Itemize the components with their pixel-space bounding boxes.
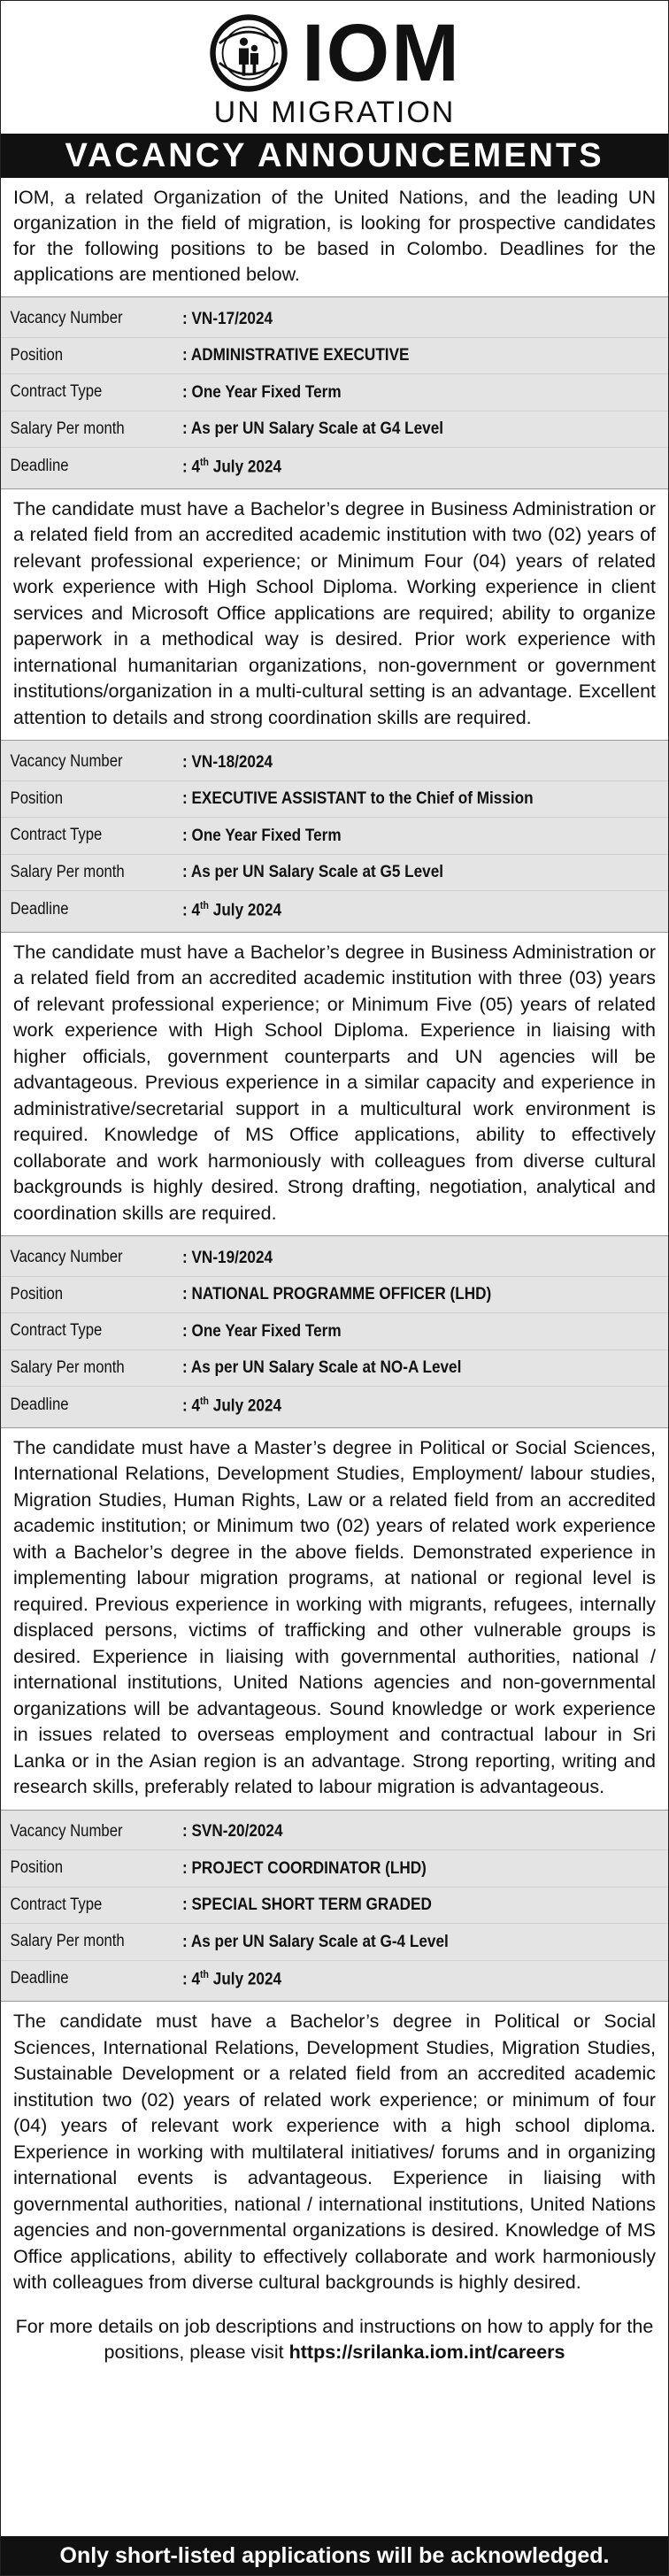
contract-type: : One Year Fixed Term xyxy=(182,825,342,845)
vacancy-number-row xyxy=(1,744,668,781)
position-row xyxy=(1,1850,668,1888)
vacancy-number: : VN-18/2024 xyxy=(182,751,273,772)
vacancy-details-1 xyxy=(1,296,668,489)
position-row xyxy=(1,338,668,375)
deadline xyxy=(182,899,281,921)
footer-text: For more details on job descriptions and instructions on how to apply for the positions, please visit xyxy=(15,2315,654,2363)
label-salary: Salary Per month xyxy=(10,862,125,881)
page-title-banner: VACANCY ANNOUNCEMENTS xyxy=(1,134,668,178)
deadline-rest: July 2024 xyxy=(209,1396,282,1415)
deadline-row xyxy=(1,891,668,928)
label-contract: Contract Type xyxy=(10,1321,103,1341)
deadline-row xyxy=(1,1387,668,1424)
contract-row xyxy=(1,374,668,411)
deadline xyxy=(182,1395,281,1417)
position-title: : ADMINISTRATIVE EXECUTIVE xyxy=(182,345,410,365)
vacancy-number-row xyxy=(1,301,668,338)
label-contract: Contract Type xyxy=(10,826,103,845)
label-position: Position xyxy=(10,1284,64,1303)
contract-type: : SPECIAL SHORT TERM GRADED xyxy=(182,1895,432,1915)
label-deadline: Deadline xyxy=(10,1969,69,1988)
label-vacancy: Vacancy Number xyxy=(10,1821,123,1841)
contract-type: : One Year Fixed Term xyxy=(182,1320,342,1341)
vacancy-details-3 xyxy=(1,1235,668,1428)
deadline-row xyxy=(1,1961,668,1998)
deadline-day: : 4 xyxy=(182,457,201,476)
vacancy-number: : VN-19/2024 xyxy=(182,1247,273,1267)
logo-wordmark: IOM xyxy=(302,7,461,98)
deadline-rest: July 2024 xyxy=(209,1969,282,1989)
label-position: Position xyxy=(10,1858,64,1878)
vacancy-details-2 xyxy=(1,740,668,933)
contract-row xyxy=(1,818,668,855)
deadline-day: : 4 xyxy=(182,1396,201,1415)
deadline xyxy=(182,456,281,478)
salary-row xyxy=(1,411,668,449)
position-title: : PROJECT COORDINATOR (LHD) xyxy=(182,1857,427,1878)
vacancy-description-2: The candidate must have a Bachelor’s degree in Business Administration or a related field from an accredited academic institution with three (03) years of relevant professional experience; or Minimum Five (05) years of related work experience with High School Diploma. Experience in liaising with higher officials, government counterparts and UN agencies will be advantageous. Previous experience in a similar capacity and experience in administrative/secretarial support in a multicultural work environment is required. Knowledge of MS Office applications, ability to effectively collaborate and work harmoniously with colleagues from diverse cultural backgrounds is highly desired. Strong drafting, negotiation, analytical and coordination skills are required. xyxy=(13,941,656,1224)
label-position: Position xyxy=(10,345,64,365)
un-emblem-icon xyxy=(208,12,289,94)
label-vacancy: Vacancy Number xyxy=(10,1248,123,1267)
contract-type: : One Year Fixed Term xyxy=(182,381,342,402)
vacancy-description-1: The candidate must have a Bachelor’s degree in Business Administration or a related field from an accredited academic institution with two (02) years of relevant professional experience; or Minimum Four (04) years of related work experience with High School Diploma. Working experience in client services and Microsoft Office applications are required; ability to organize paperwork in a methodical way is desired. Prior work experience with international humanitarian organizations, non-government or government institutions/organization in a multi-cultural setting is an advantage. Excellent attention to details and strong coordination skills are required. xyxy=(13,497,656,728)
contract-row xyxy=(1,1313,668,1350)
careers-link[interactable]: https://srilanka.iom.int/careers xyxy=(288,2341,565,2363)
deadline-suffix: th xyxy=(200,898,210,911)
deadline-suffix: th xyxy=(200,1968,210,1980)
vacancy-number-row xyxy=(1,1240,668,1277)
deadline-suffix: th xyxy=(200,455,210,468)
label-vacancy: Vacancy Number xyxy=(10,309,123,328)
iom-logo xyxy=(1,1,668,134)
deadline-rest: July 2024 xyxy=(209,457,282,476)
vacancy-details-4 xyxy=(1,1810,668,2003)
deadline-day: : 4 xyxy=(182,1969,201,1989)
deadline-row xyxy=(1,448,668,485)
label-deadline: Deadline xyxy=(10,1395,69,1414)
vacancy-description-3: The candidate must have a Master’s degree in Political or Social Sciences, International Relations, Development Studies, Employment/ labour studies, Migration Studies, Human Rights, Law or a related field from an accredited academic institution; or Minimum two (02) years of related work experience with a Bachelor’s degree in the above fields. Demonstrated experience in implementing labour migration programs, at national or regional level is required. Previous experience in working with migrants, refugees, internally displaced persons, victims of trafficking and other vulnerable groups is desired. Experience in liaising with governmental authorities, national / international institutions, United Nations agencies and non-governmental organizations will be advantageous. Sound knowledge or work experience in issues related to overseas employment and contractual labour in Sri Lanka or in the Asian region is an advantage. Strong reporting, writing and research skills, preferably related to labour migration is advantageous. xyxy=(13,1436,656,1797)
deadline xyxy=(182,1968,281,1990)
vacancy-number: : VN-17/2024 xyxy=(182,308,273,328)
vacancy-number: : SVN-20/2024 xyxy=(182,1821,283,1842)
label-contract: Contract Type xyxy=(10,382,103,402)
position-title: : EXECUTIVE ASSISTANT to the Chief of Mission xyxy=(182,788,534,809)
salary: : As per UN Salary Scale at NO-A Level xyxy=(182,1357,462,1378)
deadline-rest: July 2024 xyxy=(209,900,282,919)
label-vacancy: Vacancy Number xyxy=(10,752,123,772)
salary-row xyxy=(1,1350,668,1388)
salary-row xyxy=(1,1924,668,1961)
salary: : As per UN Salary Scale at G-4 Level xyxy=(182,1931,449,1951)
position-row xyxy=(1,781,668,819)
salary: : As per UN Salary Scale at G4 Level xyxy=(182,419,444,439)
contract-row xyxy=(1,1888,668,1925)
label-deadline: Deadline xyxy=(10,899,69,919)
vacancy-description-4: The candidate must have a Bachelor’s degree in Political or Social Sciences, International Relations, Development Studies, Migration Studies, Sustainable Development or a related field from an accredited academic institution two (02) years of related work experience; or minimum of four (04) years of relevant work experience with a high school diploma. Experience in working with multilateral initiatives/ forums and in organizing international events is advantageous. Experience in liaising with governmental authorities, national / international institutions, United Nations agencies and non-governmental organizations is desired. Knowledge of MS Office applications, ability to effectively collaborate and work harmoniously with colleagues from diverse cultural backgrounds is highly desired. xyxy=(13,2011,656,2293)
vacancy-number-row xyxy=(1,1814,668,1851)
label-salary: Salary Per month xyxy=(10,1932,125,1951)
label-deadline: Deadline xyxy=(10,456,69,475)
salary-row xyxy=(1,855,668,892)
salary: : As per UN Salary Scale at G5 Level xyxy=(182,862,444,882)
logo-subtitle: UN MIGRATION xyxy=(213,95,456,129)
label-position: Position xyxy=(10,788,64,808)
label-contract: Contract Type xyxy=(10,1895,103,1914)
label-salary: Salary Per month xyxy=(10,1357,125,1377)
final-notice-banner: Only short-listed applications will be acknowledged. xyxy=(1,2536,668,2575)
footer-note xyxy=(1,2305,668,2371)
position-title: : NATIONAL PROGRAMME OFFICER (LHD) xyxy=(182,1284,492,1304)
deadline-suffix: th xyxy=(200,1394,210,1407)
intro-paragraph: IOM, a related Organization of the United Nations, and the leading UN organization in the field of migration, is looking for prospective candidates for the following positions to be based in Colombo. Deadlines for the applications are mentioned below. xyxy=(13,187,656,285)
position-row xyxy=(1,1277,668,1314)
deadline-day: : 4 xyxy=(182,900,201,919)
label-salary: Salary Per month xyxy=(10,419,125,438)
